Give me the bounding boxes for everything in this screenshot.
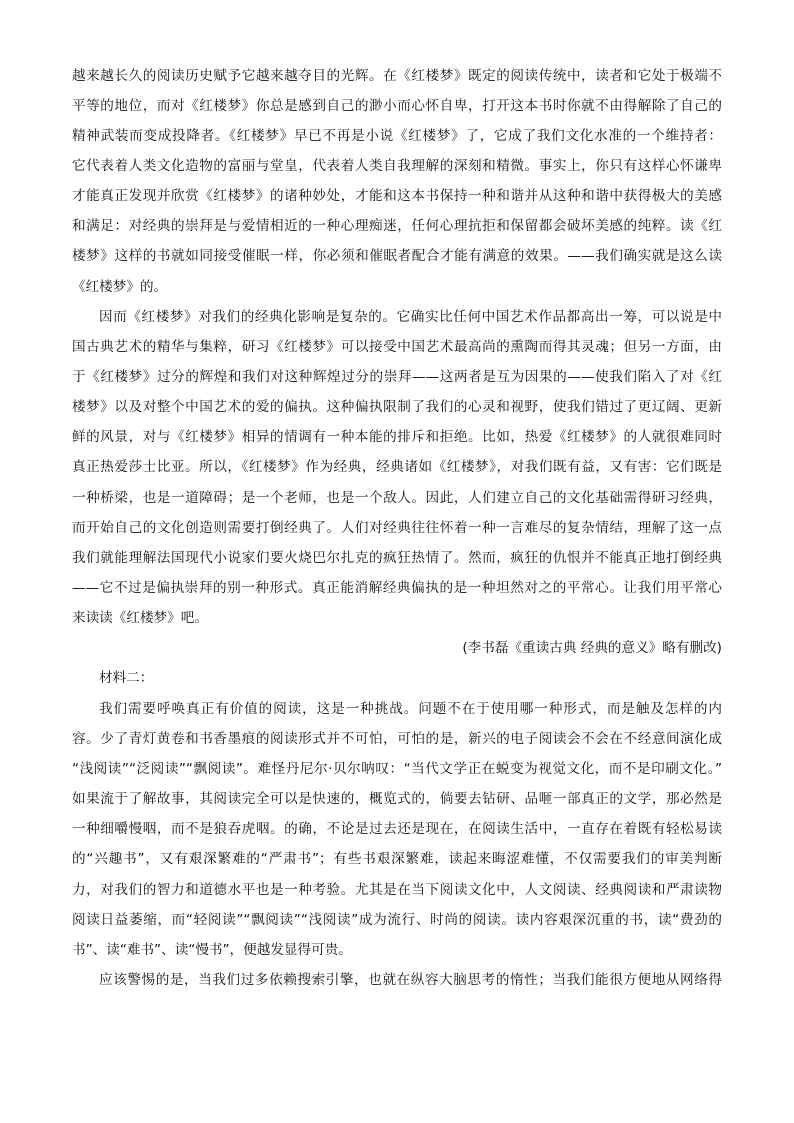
- text-line: 阅读日益萎缩，而“轻阅读”“飘阅读”“浅阅读”成为流行、时尚的阅读。读内容艰深沉重的书，读“费劲的: [72, 912, 722, 928]
- paragraph-first-line: 我们需要呼唤真正有价值的阅读，这是一种挑战。问题不在于使用哪一种形式，而是触及怎样的内: [99, 701, 722, 717]
- text-line: 鲜的风景，对与《红楼梦》相异的情调有一种本能的排斥和拒绝。比如，热爱《红楼梦》的人就很难同时: [72, 429, 722, 445]
- text-line: 真正热爱莎士比亚。所以，《红楼梦》作为经典，经典诸如《红楼梦》，对我们既有益，又有害：它们既是: [72, 459, 722, 475]
- text-line: 楼梦》这样的书就如同接受催眠一样，你必须和催眠者配合才能有满意的效果。——我们确实就是这么读: [72, 248, 722, 264]
- text-line: 才能真正发现并欣赏《红楼梦》的诸种妙处，才能和这本书保持一种和谐并从这种和谐中获得极大的美感: [72, 188, 722, 204]
- paragraph-first-line: 因而《红楼梦》对我们的经典化影响是复杂的。它确实比任何中国艺术作品都高出一筹，可以说是中: [99, 309, 722, 325]
- text-line: 而开始自己的文化创造则需要打倒经典了。人们对经典往往怀着一种一言难尽的复杂情结，理解了这一点: [72, 520, 722, 536]
- text-line: 楼梦》以及对整个中国艺术的爱的偏执。这种偏执限制了我们的心灵和视野，使我们错过了更辽阔、更新: [72, 399, 722, 415]
- text-line: 一种桥梁，也是一道障碍；是一个老师，也是一个敌人。因此，人们建立自己的文化基础需得研习经典，: [72, 490, 722, 506]
- text-line: 的“兴趣书”，又有艰深繁难的“严肃书”；有些书艰深繁难，读起来晦涩难懂，不仅需要我们的审美判断: [72, 851, 722, 867]
- source-citation: (李书磊《重读古典 经典的意义》略有删改): [462, 640, 722, 656]
- text-line: 国古典艺术的精华与集粹，研习《红楼梦》可以接受中国艺术最高尚的熏陶而得其灵魂；但另一方面，由: [72, 339, 722, 355]
- text-line: 越来越长久的阅读历史赋予它越来越夺目的光辉。在《红楼梦》既定的阅读传统中，读者和它处于极端不: [72, 68, 722, 84]
- text-line: “浅阅读”“泛阅读”“飘阅读”。难怪丹尼尔·贝尔呐叹：“当代文学正在蜕变为视觉文化，而不是印刷文化。”: [72, 761, 722, 777]
- text-line: 容。少了青灯黄卷和书香墨痕的阅读形式并不可怕，可怕的是，新兴的电子阅读会不会在不经意间演化成: [72, 731, 722, 747]
- text-line: 一种细嚼慢咽，而不是狼吞虎咽。的确，不论是过去还是现在，在阅读生活中，一直存在着既有轻松易读: [72, 821, 722, 837]
- section-heading: 材料二：: [99, 670, 154, 686]
- paragraph-first-line: 应该警惕的是，当我们过多依赖搜索引擎，也就在纵容大脑思考的惰性；当我们能很方便地从网络得: [99, 972, 722, 988]
- text-line: 书”、读“难书”、读“慢书”，便越发显得可贵。: [72, 942, 352, 958]
- text-line: 它代表着人类文化造物的富丽与堂皇，代表着人类自我理解的深刻和精微。事实上，你只有这样心怀谦卑: [72, 158, 722, 174]
- text-line: 我们就能理解法国现代小说家们要火烧巴尔扎克的疯狂热情了。然而，疯狂的仇恨并不能真正地打倒经典: [72, 550, 722, 566]
- text-line: ——它不过是偏执崇拜的别一种形式。真正能消解经典偏执的是一种坦然对之的平常心。让我们用平常心: [72, 580, 722, 596]
- text-line: 平等的地位，而对《红楼梦》你总是感到自己的渺小而心怀自卑，打开这本书时你就不由得解除了自己的: [72, 98, 722, 114]
- text-line: 来读读《红楼梦》吧。: [72, 610, 208, 626]
- text-line: 力，对我们的智力和道德水平也是一种考验。尤其是在当下阅读文化中，人文阅读、经典阅读和严肃读物: [72, 882, 722, 898]
- text-line: 于《红楼梦》过分的辉煌和我们对这种辉煌过分的崇拜——这两者是互为因果的——使我们陷入了对《红: [72, 369, 722, 385]
- text-line: 精神武装而变成投降者。《红楼梦》早已不再是小说《红楼梦》了，它成了我们文化水准的一个维持者：: [72, 128, 722, 144]
- text-line: 和满足：对经典的崇拜是与爱情相近的一种心理痴迷，任何心理抗拒和保留都会破坏美感的纯粹。读《红: [72, 218, 722, 234]
- text-line: 《红楼梦》的。: [72, 279, 168, 295]
- text-line: 如果流于了解故事，其阅读完全可以是快速的，概览式的，倘要去钻研、品咂一部真正的文学，那必然是: [72, 791, 722, 807]
